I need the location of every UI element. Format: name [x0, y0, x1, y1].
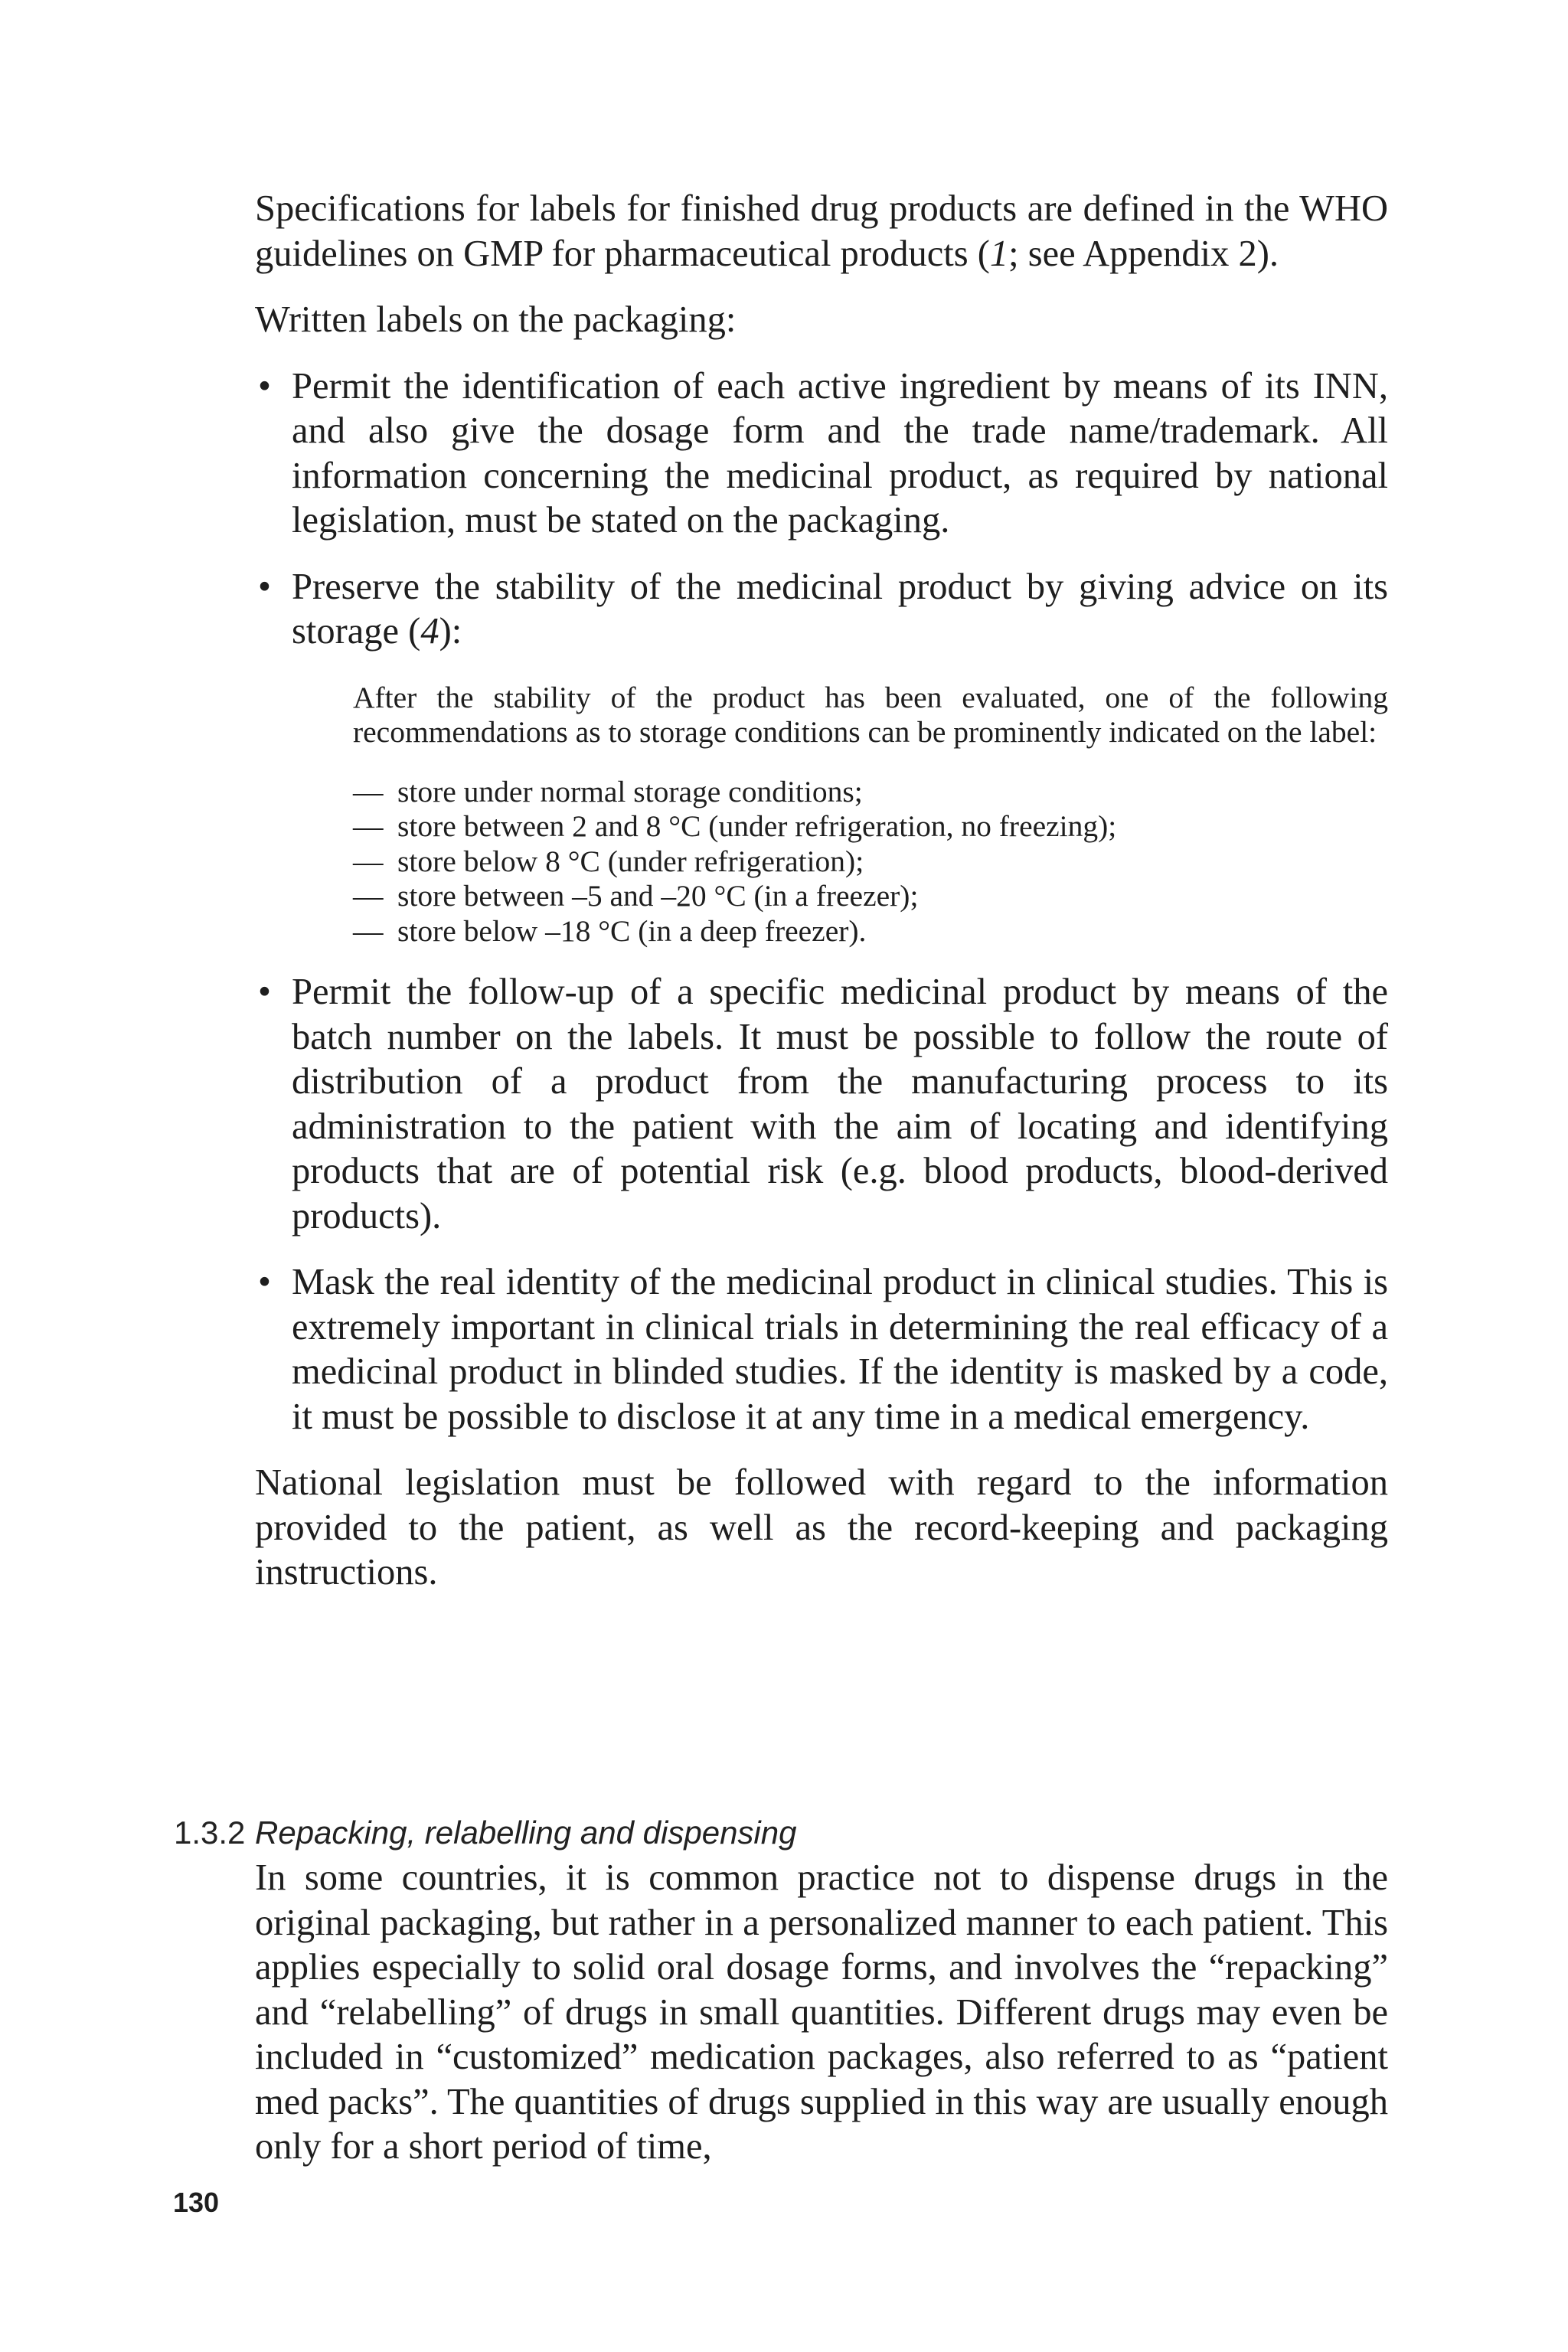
storage-quote-block	[353, 681, 1388, 949]
page-number: 130	[173, 2187, 220, 2218]
section-number: 1.3.2	[174, 1815, 246, 1851]
main-text-column	[255, 187, 1388, 1596]
section-heading	[174, 1813, 1388, 1853]
bullet-text: Preserve the stability of the medicinal product by giving advice on its storage (	[292, 566, 1388, 652]
bullet-text: Mask the real identity of the medicinal product in clinical studies. This is extremely important in clinical trials in determining the real efficacy of a medicinal product in blinded studies. If the identity is masked by a code, it must be possible to disclose it at any time in a medical emergency.	[292, 1262, 1388, 1437]
intro-paragraph	[255, 187, 1388, 276]
bullet-text: Permit the identification of each active ingredient by means of its INN, and also give the dosage form and the trade name/trademark. All information concerning the medicinal product, as required by national legislation, must be stated on the packaging.	[292, 365, 1388, 541]
storage-condition-item: — store under normal storage conditions;	[353, 775, 1388, 810]
storage-conditions-list	[353, 775, 1388, 949]
bullet-text-end: ):	[439, 611, 462, 652]
bullet-item	[255, 1260, 1388, 1439]
bullet-text: Permit the follow-up of a specific medicinal product by means of the batch number on the labels. It must be possible to follow the route of distribution of a product from the manufacturing process to its administration to the patient with the aim of locating and identifying products that are of potential risk (e.g. blood products, blood-derived products).	[292, 972, 1388, 1236]
intro-text: Specifications for labels for finished drug products are defined in the WHO guidelines on GMP for pharmaceutical products (	[255, 188, 1388, 274]
bullet-item	[255, 565, 1388, 949]
reference-number: 4	[420, 611, 439, 652]
reference-number: 1	[989, 233, 1009, 274]
section-1-3-2	[174, 1813, 1388, 2170]
lead-paragraph: Written labels on the packaging:	[255, 299, 737, 340]
storage-quote-intro: After the stability of the product has been evaluated, one of the following recommendations as to storage conditions can be prominently indicated on the label:	[353, 680, 1388, 749]
storage-condition-item: — store below 8 °C (under refrigeration);	[353, 844, 1388, 880]
section-body-paragraph: In some countries, it is common practice not to dispense drugs in the original packaging, but rather in a personalized manner to each patient. This applies especially to solid oral dosage forms, and involves the “repacking” and “relabelling” of drugs in small quantities. Different drugs may even be included in “customized” medication packages, also referred to as “patient med packs”. The quantities of drugs supplied in this way are usually enough only for a short period of time,	[255, 1857, 1388, 2167]
bullet-list	[255, 364, 1388, 1440]
closing-paragraph: National legislation must be followed with regard to the information provided to the patient, as well as the record-keeping and packaging instructions.	[255, 1462, 1388, 1592]
intro-text-end: ; see Appendix 2).	[1008, 233, 1279, 274]
storage-condition-item: — store between 2 and 8 °C (under refrigeration, no freezing);	[353, 809, 1388, 844]
storage-condition-item: — store below –18 °C (in a deep freezer).	[353, 914, 1388, 949]
bullet-item	[255, 364, 1388, 544]
storage-condition-item: — store between –5 and –20 °C (in a freezer);	[353, 879, 1388, 914]
section-title: Repacking, relabelling and dispensing	[255, 1815, 797, 1851]
bullet-item	[255, 970, 1388, 1239]
